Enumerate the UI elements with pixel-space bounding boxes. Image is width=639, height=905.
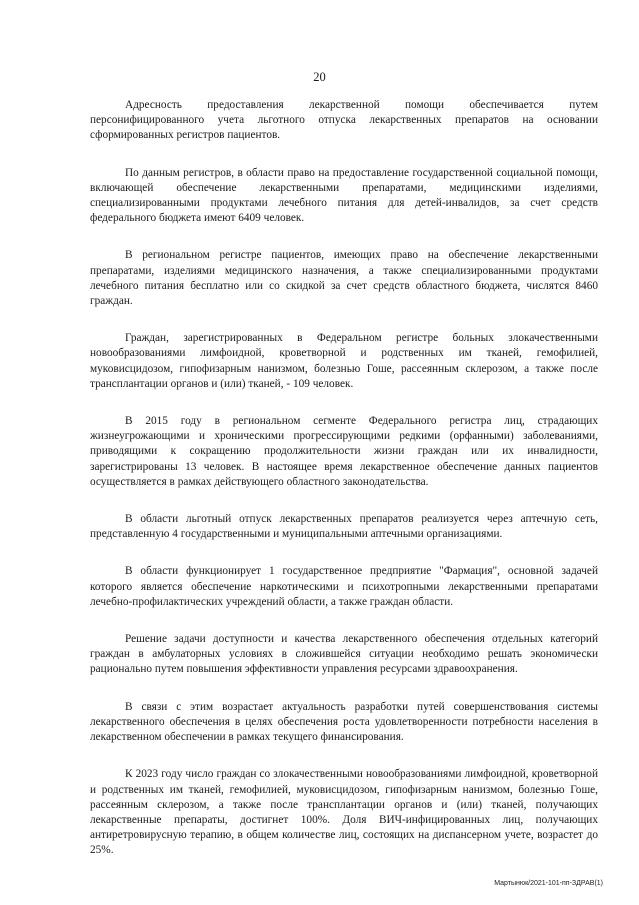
paragraph: В связи с этим возрастает актуальность разработки путей совершенствования системы лекарственного обеспечения в целях обеспечения роста удовлетворенности потребности населения в лекарственном обеспечении в рамках текущего финансирования. bbox=[90, 700, 598, 744]
paragraph: Решение задачи доступности и качества лекарственного обеспечения отдельных категорий граждан в амбулаторных условиях в сложившейся ситуации необходимо решать экономически рационально путем повышения эффективности управления ресурсами здравоохранения. bbox=[90, 633, 598, 676]
page-number: 20 bbox=[313, 70, 326, 84]
document-footer-code: Мартынюк/2021-101-пп-ЗДРАВ(1) bbox=[494, 880, 603, 887]
paragraph: По данным регистров, в области право на предоставление государственной социальной помощи, включающей обеспечение лекарственными препаратами, медицинскими изделиями, специализированными продуктами лечебного питания для детей-инвалидов, за счет средств федерального бюджета имеют 6409 человек. bbox=[90, 166, 598, 225]
paragraph: Адресность предоставления лекарственной помощи обеспечивается путем персонифицированного учета льготного отпуска лекарственных препаратов на основании сформированных регистров пациентов. bbox=[90, 99, 598, 142]
paragraph: В области функционирует 1 государственное предприятие "Фармация", основной задачей которого является обеспечение наркотическими и психотропными лекарственными препаратами лечебно-профилактических учреждений области, а также граждан области. bbox=[90, 565, 598, 608]
paragraph: В региональном регистре пациентов, имеющих право на обеспечение лекарственными препаратами, изделиями медицинского назначения, а также специализированными продуктами лечебного питания бесплатно или со скидкой за счет средств областного бюджета, числятся 8460 граждан. bbox=[90, 249, 598, 308]
paragraph: Граждан, зарегистрированных в Федеральном регистре больных злокачественными новообразованиями лимфоидной, кроветворной и родственных им тканей, гемофилией, муковисцидозом, гипофизарным нанизмом, болезнью Гоше, рассеянным склерозом, а также после трансплантации органов и (или) тканей, - 109 человек. bbox=[90, 332, 598, 390]
document-body bbox=[90, 98, 598, 881]
paragraph: К 2023 году число граждан со злокачественными новообразованиями лимфоидной, кроветворной и родственных им тканей, гемофилией, муковисцидозом, гипофизарным нанизмом, болезнью Гоше, рассеянным склерозом, а также после трансплантации органов и (или) тканей, получающих лекарственные препараты, достигнет 100%. Доля ВИЧ-инфицированных лиц, получающих антиретровирусную терапию, в общем количестве лиц, состоящих на диспансерном учете, возрастет до 25%. bbox=[90, 768, 598, 857]
paragraph: В области льготный отпуск лекарственных препаратов реализуется через аптечную сеть, представленную 4 государственными и муниципальными аптечными организациями. bbox=[90, 513, 598, 541]
paragraph: В 2015 году в региональном сегменте Федерального регистра лиц, страдающих жизнеугрожающими и хроническими прогрессирующими редкими (орфанными) заболеваниями, приводящими к сокращению продолжительности жизни граждан или их инвалидности, зарегистрированы 13 человек. В настоящее время лекарственное обеспечение данных пациентов осуществляется в рамках действующего областного законодательства. bbox=[90, 415, 598, 488]
